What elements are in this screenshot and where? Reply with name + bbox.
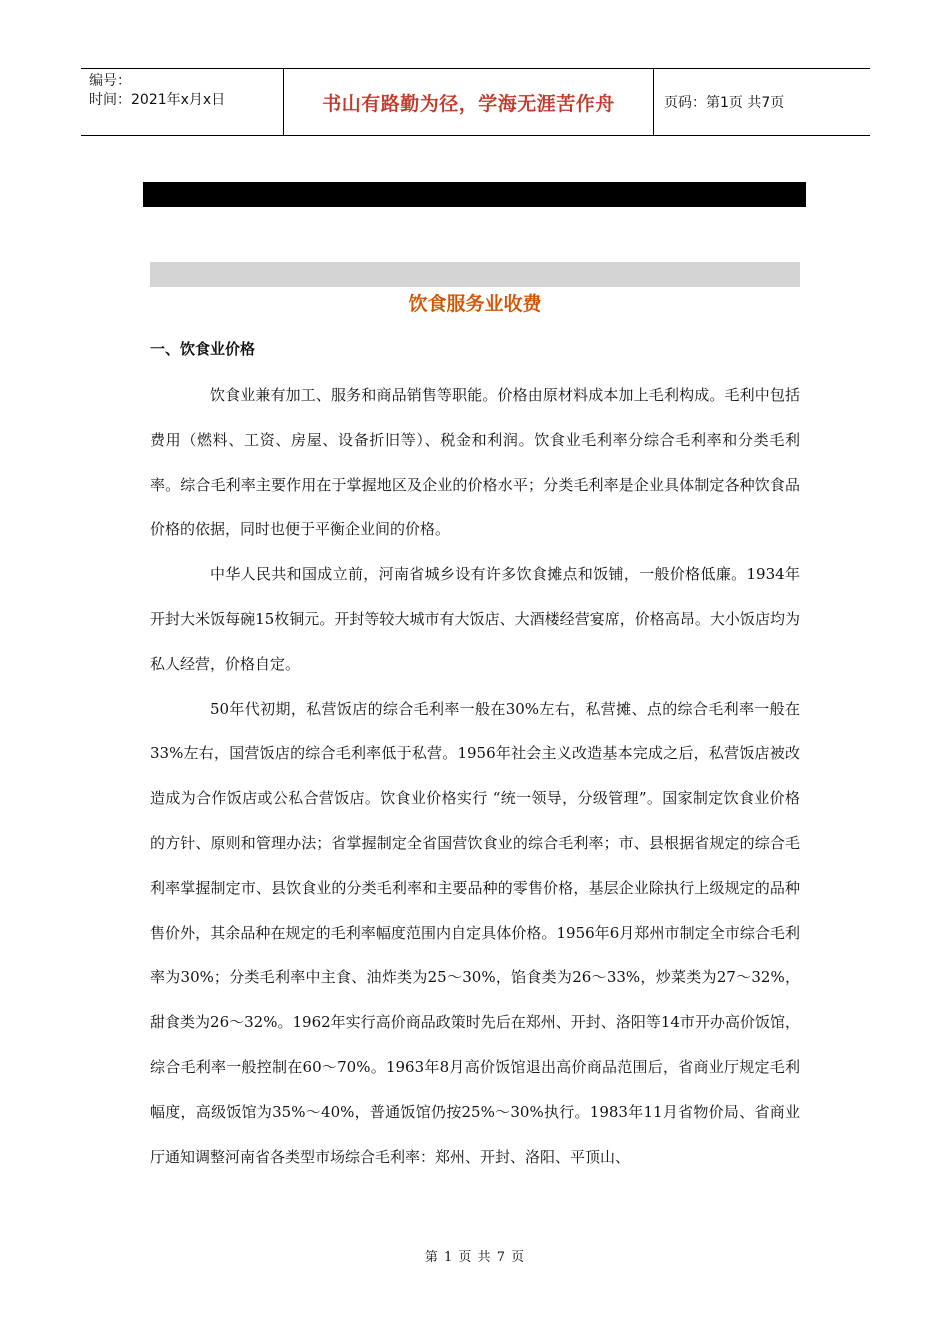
document-title: 饮食服务业收费 bbox=[408, 293, 542, 315]
section-heading: 一、饮食业价格 bbox=[150, 340, 256, 358]
redaction-bar bbox=[143, 182, 806, 207]
header-page-cell bbox=[654, 69, 870, 135]
header-meta-cell bbox=[81, 69, 283, 135]
paragraph-2: 中华人民共和国成立前，河南省城乡设有许多饮食摊点和饭铺，一般价格低廉。1934年开封大米饭每碗15枚铜元。开封等较大城市有大饭店、大酒楼经营宴席，价格高昂。大小饭店均为私人经营，价格自定。 bbox=[150, 565, 800, 673]
code-label: 编号： bbox=[89, 73, 131, 89]
header-motto-cell bbox=[283, 69, 654, 135]
body-text bbox=[150, 373, 800, 1179]
header-table bbox=[81, 68, 870, 136]
paragraph-1: 饮食业兼有加工、服务和商品销售等职能。价格由原材料成本加上毛利构成。毛利中包括费用（燃料、工资、房屋、设备折旧等）、税金和利润。饮食业毛利率分综合毛利率和分类毛利率。综合毛利率主要作用在于掌握地区及企业的价格水平；分类毛利率是企业具体制定各种饮食品价格的依据，同时也便于平衡企业间的价格。 bbox=[150, 386, 800, 539]
time-label: 时间：2021年x月x日 bbox=[89, 92, 226, 108]
page-info: 页码：第1页 共7页 bbox=[664, 95, 785, 111]
paragraph-3: 50年代初期，私营饭店的综合毛利率一般在30%左右，私营摊、点的综合毛利率一般在33%左右，国营饭店的综合毛利率低于私营。1956年社会主义改造基本完成之后，私营饭店被改造成为合作饭店或公私合营饭店。饮食业价格实行 “统一领导，分级管理”。国家制定饮食业价格的方针、原则和管理办法；省掌握制定全省国营饮食业的综合毛利率；市、县根据省规定的综合毛利率掌握制定市、县饮食业的分类毛利率和主要品种的零售价格，基层企业除执行上级规定的品种售价外，其余品种在规定的毛利率幅度范围内自定具体价格。1956年6月郑州市制定全市综合毛利率为30%；分类毛利率中主食、油炸类为25～30%，馅食类为26～33%，炒菜类为27～32%，甜食类为26～32%。1962年实行高价商品政策时先后在郑州、开封、洛阳等14市开办高价饭馆，综合毛利率一般控制在60～70%。1963年8月高价饭馆退出高价商品范围后，省商业厅规定毛利幅度，高级饭馆为35%～40%，普通饭馆仍按25%～30%执行。1983年11月省物价局、省商业厅通知调整河南省各类型市场综合毛利率：郑州、开封、洛阳、平顶山、 bbox=[150, 699, 800, 1166]
motto-text: 书山有路勤为径，学海无涯苦作舟 bbox=[322, 92, 615, 115]
gray-divider-bar bbox=[150, 262, 800, 287]
page-footer: 第 1 页 共 7 页 bbox=[424, 1250, 526, 1265]
